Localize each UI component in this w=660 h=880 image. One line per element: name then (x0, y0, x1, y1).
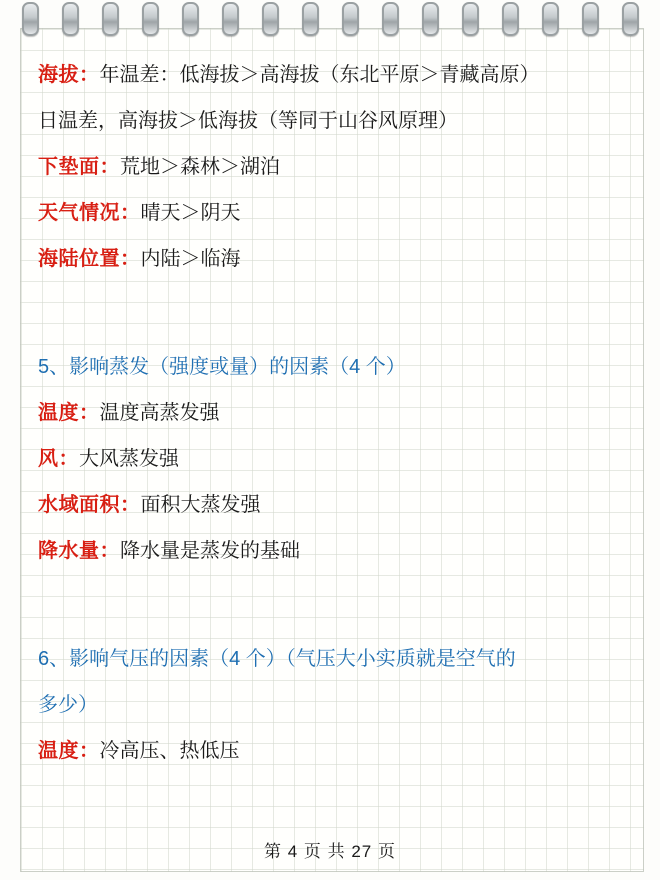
term-separator: ： (99, 156, 120, 178)
note-line-weather (38, 190, 628, 236)
spiral-ring (542, 2, 559, 36)
spiral-ring (622, 2, 639, 36)
term-separator: ： (58, 448, 79, 470)
section-heading-5: 5、影响蒸发（强度或量）的因素（4 个） (38, 356, 406, 378)
term-description: 荒地＞森林＞湖泊 (120, 156, 280, 178)
spiral-ring (142, 2, 159, 36)
term-description: 年温差：低海拔＞高海拔（东北平原＞青藏高原） (99, 64, 540, 86)
term-description: 降水量是蒸发的基础 (120, 540, 300, 562)
term-label: 海拔 (38, 64, 79, 86)
spiral-binding (0, 0, 660, 34)
term-label: 水域面积 (38, 494, 120, 516)
note-line-precipitation (38, 528, 628, 574)
note-line-wind (38, 436, 628, 482)
section-heading-6: 6、影响气压的因素（4 个）（气压大小实质就是空气的 (38, 648, 516, 670)
term-description: 面积大蒸发强 (140, 494, 261, 516)
term-label: 温度 (38, 402, 79, 424)
term-description: 大风蒸发强 (79, 448, 179, 470)
spiral-ring (222, 2, 239, 36)
term-separator: ： (79, 402, 100, 424)
spiral-ring (182, 2, 199, 36)
note-line-altitude (38, 52, 628, 98)
section-spacer (38, 282, 628, 328)
term-separator: ： (79, 740, 100, 762)
term-description: 日温差，高海拔＞低海拔（等同于山谷风原理） (38, 110, 458, 132)
term-description: 冷高压、热低压 (99, 740, 240, 762)
spiral-ring (342, 2, 359, 36)
term-label: 下垫面 (38, 156, 100, 178)
spiral-ring (382, 2, 399, 36)
spiral-ring (22, 2, 39, 36)
term-separator: ： (79, 64, 100, 86)
spiral-ring (422, 2, 439, 36)
term-separator: ： (120, 494, 141, 516)
spiral-ring (102, 2, 119, 36)
term-description: 晴天＞阴天 (140, 202, 241, 224)
term-separator: ： (99, 540, 120, 562)
section-spacer (38, 574, 628, 620)
page-footer: 第 4 页 共 27 页 (264, 842, 396, 861)
spiral-ring (262, 2, 279, 36)
note-content (38, 52, 628, 774)
term-description: 温度高蒸发强 (99, 402, 220, 424)
term-label: 天气情况 (38, 202, 120, 224)
section-spacer (38, 328, 628, 344)
term-separator: ： (120, 248, 141, 270)
term-description: 内陆＞临海 (140, 248, 241, 270)
note-line-water-area (38, 482, 628, 528)
note-line-underlying-surface (38, 144, 628, 190)
spiral-ring (462, 2, 479, 36)
term-label: 海陆位置 (38, 248, 120, 270)
term-label: 温度 (38, 740, 79, 762)
section-spacer (38, 620, 628, 636)
note-line-temperature-pressure (38, 728, 628, 774)
note-line-land-sea-position (38, 236, 628, 282)
spiral-ring (302, 2, 319, 36)
term-label: 风 (38, 448, 59, 470)
spiral-ring (62, 2, 79, 36)
note-line-temperature (38, 390, 628, 436)
spiral-ring (502, 2, 519, 36)
term-separator: ： (120, 202, 141, 224)
section-heading-6-continued: 多少） (38, 694, 98, 716)
note-line-altitude-continued (38, 98, 628, 144)
spiral-ring (582, 2, 599, 36)
term-label: 降水量 (38, 540, 100, 562)
